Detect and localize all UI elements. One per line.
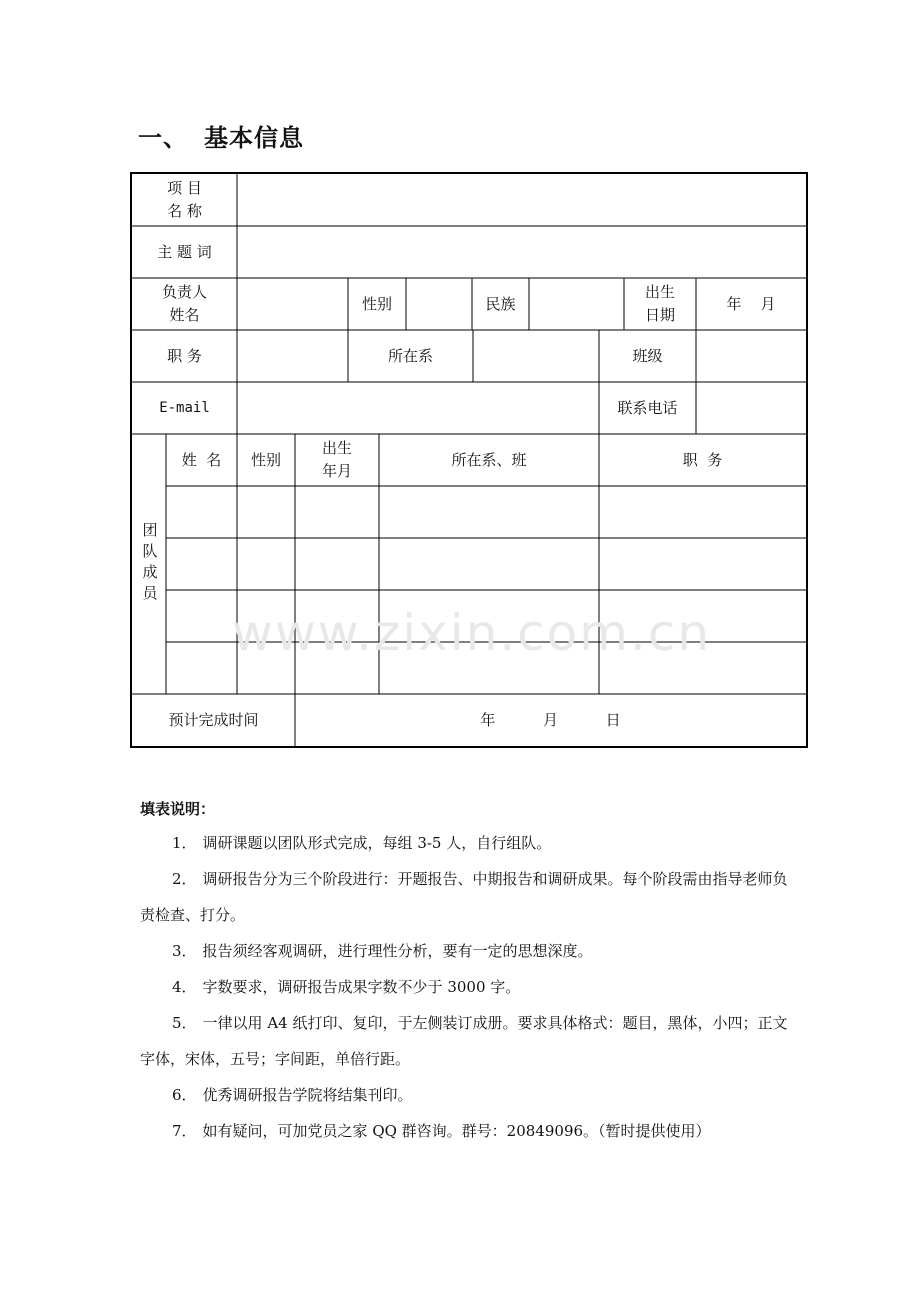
instructions [140,798,800,1149]
section-heading [138,118,304,153]
project-name-label: 项 目 名 称 [167,179,202,220]
team-header-gender: 性别 [250,450,281,469]
instruction-text: 调研课题以团队形式完成，每组 3-5 人，自行组队。 [202,834,552,852]
team-member-row[interactable] [166,538,806,590]
instruction-text: 一律以用 A4 纸打印、复印，于左侧装订成册。要求具体格式：题目，黑体，小四；正文字体，宋体，五号；字间距，单倍行距。 [140,1014,788,1068]
team-label-cell [132,434,166,694]
phone-field[interactable] [696,382,806,434]
class-field[interactable] [696,330,806,382]
team-header-department: 所在系、班 [451,450,527,469]
birth-date-field[interactable]: 年 月 [726,294,776,313]
instruction-text: 字数要求，调研报告成果字数不少于 3000 字。 [202,978,521,996]
instruction-item [140,825,800,861]
watermark: www.zixin.com.cn [232,604,712,662]
section-title: 基本信息 [204,124,304,152]
instruction-item [140,1113,800,1149]
email-field[interactable] [238,382,599,434]
completion-field[interactable]: 年 月 日 [480,710,621,729]
position-label: 职 务 [167,346,202,365]
ethnicity-field[interactable] [529,278,624,330]
birth-date-label: 出生 日期 [644,283,675,324]
instruction-number: 6． [172,1086,197,1104]
instructions-title: 填表说明： [140,800,216,818]
project-name-field[interactable] [238,174,806,226]
instruction-item [140,861,800,933]
instruction-number: 2． [172,870,197,888]
completion-label: 预计完成时间 [168,710,259,729]
department-field[interactable] [473,330,599,382]
team-header-birth: 出生 年月 [321,439,352,480]
team-label: 团队成员 [140,522,159,606]
instruction-number: 3． [172,942,197,960]
instruction-item [140,1005,800,1077]
instruction-text: 报告须经客观调研，进行理性分析，要有一定的思想深度。 [202,942,593,960]
gender-field[interactable] [406,278,472,330]
leader-name-label: 负责人 姓名 [161,283,207,324]
instruction-item [140,1077,800,1113]
instruction-text: 调研报告分为三个阶段进行：开题报告、中期报告和调研成果。每个阶段需由指导老师负责检查、打分。 [140,870,788,924]
gender-label: 性别 [361,294,392,313]
keywords-label: 主 题 词 [157,242,212,261]
email-label: E-mail [159,399,210,416]
department-label: 所在系 [387,346,433,365]
instruction-text: 如有疑问，可加党员之家 QQ 群咨询。群号：20849096。（暂时提供使用） [202,1122,711,1140]
instruction-text: 优秀调研报告学院将结集刊印。 [202,1086,413,1104]
section-number: 一、 [138,124,188,152]
team-header-name: 姓 名 [181,450,222,469]
instruction-item [140,933,800,969]
leader-name-field[interactable] [238,278,348,330]
instruction-item [140,969,800,1005]
team-member-row[interactable] [166,486,806,538]
instruction-number: 5． [172,1014,197,1032]
keywords-field[interactable] [238,226,806,278]
phone-label: 联系电话 [617,398,678,417]
ethnicity-label: 民族 [485,294,516,313]
class-label: 班级 [632,346,663,365]
instruction-number: 1． [172,834,197,852]
team-header-position: 职 务 [682,450,723,469]
instruction-number: 7． [172,1122,197,1140]
instruction-number: 4． [172,978,197,996]
position-field[interactable] [238,330,348,382]
